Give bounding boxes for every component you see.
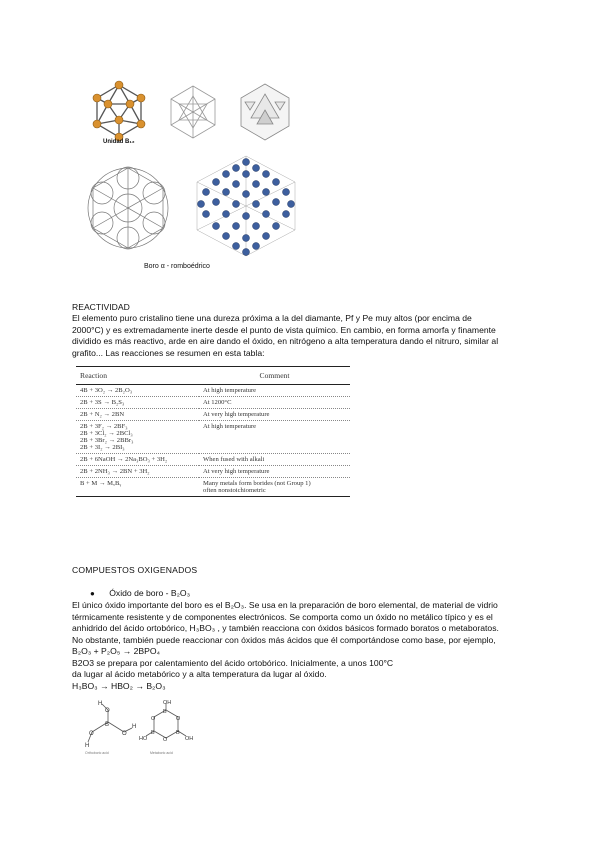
orthoboric-acid-caption: Orthoboric acid (85, 751, 109, 755)
text-line: 2000°C) y es extremadamente inerte desde el punto de vista químico. En cambio, en forma amorfa y finamente (72, 324, 496, 335)
comment-cell: At high temperature (199, 421, 350, 454)
table-row (76, 385, 350, 397)
b12-icosahedron-polyhedral (233, 80, 297, 144)
boron-alpha-cluster-wireframe (80, 160, 176, 256)
text-line: No obstante, también puede reaccionar con óxidos más ácidos que él comportándose como base, por ejemplo, (72, 634, 496, 645)
comment-cell: At high temperature (199, 385, 350, 397)
metaboric-acid-caption: Metaboric acid (150, 751, 173, 755)
svg-text:H: H (85, 743, 90, 749)
svg-text:O: O (176, 716, 181, 722)
b12-icosahedron-ball-stick (88, 80, 150, 142)
comment-cell: At very high temperature (199, 409, 350, 421)
reaction-cell: 2B + 3F₂ → 2BF₃ 2B + 3Cl₂ → 2BCl₃ 2B + 3Br₂ → 2BBr₃ 2B + 3I₂ → 2BI₃ (76, 421, 199, 454)
comment-cell: At very high temperature (199, 466, 350, 478)
svg-text:B: B (176, 730, 180, 736)
text-line: H₃BO₃ → HBO₂ → B₂O₃ (72, 680, 166, 691)
svg-text:O: O (122, 731, 127, 737)
table-row (76, 409, 350, 421)
reaction-cell: 2B + 6NaOH → 2Na₃BO₃ + 3H₂ (76, 454, 199, 466)
comment-cell: When fused with alkali (199, 454, 350, 466)
text-line: térmicamente resistente y de componentes electrónicos. Se comporta como un óxido no metálico típico y es el (72, 611, 493, 622)
svg-text:B: B (105, 722, 110, 728)
reaction-cell: 2B + 2NH₃ → 2BN + 3H₂ (76, 466, 199, 478)
comment-cell: Many metals form borides (not Group 1) often nonstoichiometric (199, 478, 350, 497)
text-line: B₂O₃ + P₂O₅ → 2BPO₄ (72, 646, 161, 656)
column-header-reaction: Reaction (76, 367, 199, 385)
table-row (76, 421, 350, 454)
text-line: El único óxido importante del boro es el B₂O₃. Se usa en la preparación de boro elemental, de material de vidrio (72, 600, 498, 610)
boron-alpha-caption: Boro α - romboédrico (144, 263, 210, 270)
bullet-text: Óxido de boro - B₂O₃ (109, 588, 191, 598)
svg-text:OH: OH (163, 700, 172, 706)
compuestos-heading: COMPUESTOS OXIGENADOS (72, 565, 198, 575)
reactions-table (76, 366, 350, 497)
svg-text:B: B (163, 709, 167, 715)
text-line: El elemento puro cristalino tiene una dureza próxima a la del diamante, Pf y Pe muy altos (por encima de (72, 313, 472, 323)
text-line: grafito... Las reacciones se resumen en esta tabla: (72, 347, 265, 358)
table-row (76, 478, 350, 497)
comment-cell: At 1200°C (199, 397, 350, 409)
text-line: dividido es más reactivo, arde en aire dando el óxido, en nitrógeno a alta temperatura dando el nitruro, similar al (72, 336, 499, 346)
unit-b12-caption: Unidad B₁₂ (103, 139, 135, 145)
boron-alpha-cluster-atoms (191, 152, 301, 260)
svg-text:O: O (89, 731, 94, 737)
text-line: da lugar al ácido metabórico y a alta temperatura da lugar al óxido. (72, 669, 327, 679)
bullet-icon: ● (90, 589, 95, 598)
reaction-cell: 2B + N₂ → 2BN (76, 409, 199, 421)
bullet-item (90, 588, 190, 600)
reactividad-heading: REACTIVIDAD (72, 302, 130, 312)
column-header-comment: Comment (199, 367, 350, 385)
svg-text:O: O (151, 716, 156, 722)
svg-text:O: O (105, 708, 110, 714)
table-row (76, 397, 350, 409)
svg-text:H: H (98, 701, 103, 707)
reactividad-paragraph (72, 313, 532, 359)
text-line: B2O3 se prepara por calentamiento del ácido ortobórico. Inicialmente, a unos 100°C (72, 657, 394, 668)
svg-text:HO: HO (139, 736, 148, 742)
svg-text:OH: OH (185, 736, 194, 742)
b12-icosahedron-wireframe (163, 82, 223, 142)
table-row (76, 454, 350, 466)
reaction-cell: 4B + 3O₂ → 2B₂O₃ (76, 385, 199, 397)
orthoboric-acid-structure (78, 700, 138, 750)
compuestos-paragraph (72, 600, 542, 692)
table-row (76, 466, 350, 478)
text-line: anhidrido del ácido ortobórico, H₃BO₃ , y también reacciona con óxidos básicos formado boratos o metaboratos. (72, 623, 499, 633)
svg-text:O: O (163, 737, 168, 743)
svg-text:B: B (151, 730, 155, 736)
metaboric-acid-structure (138, 700, 198, 750)
reaction-cell: 2B + 3S → B₂S₃ (76, 397, 199, 409)
svg-text:H: H (132, 724, 137, 730)
reaction-cell: B + M → MₓBᵧ (76, 478, 199, 497)
